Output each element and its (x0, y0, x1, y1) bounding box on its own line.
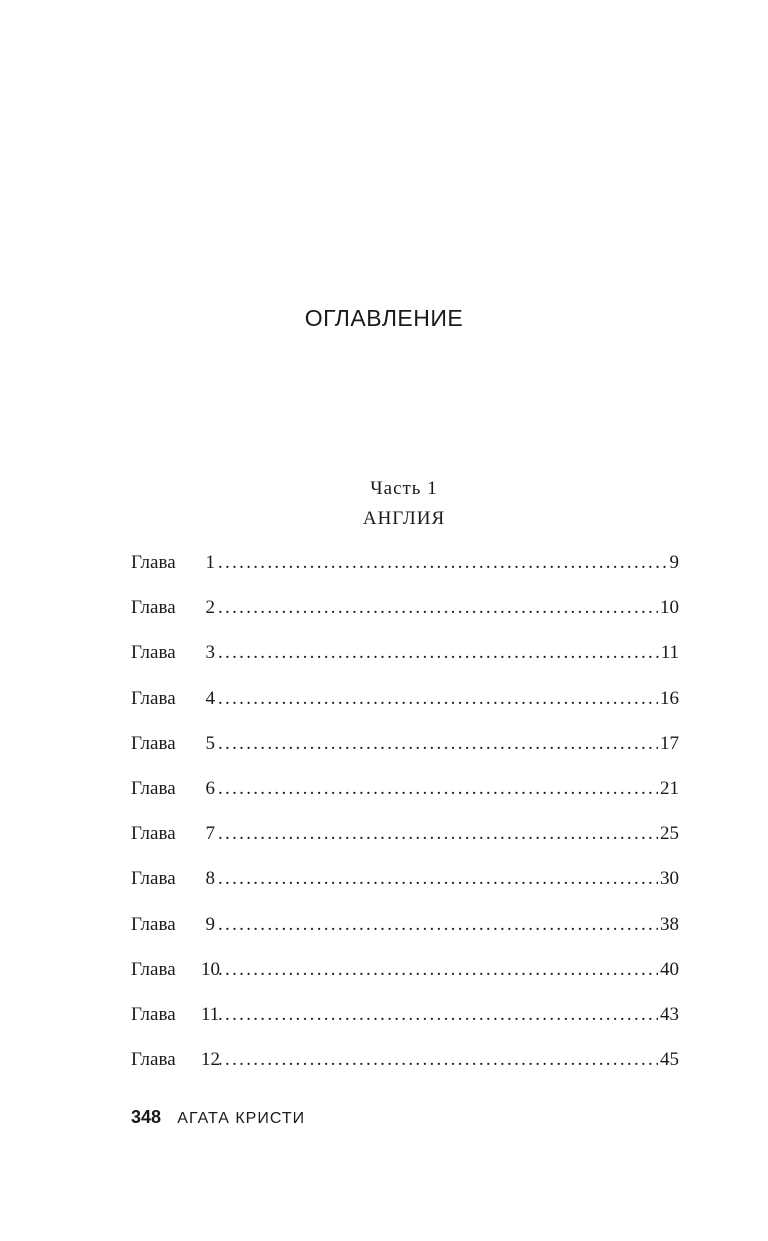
footer-page-number: 348 (131, 1107, 162, 1127)
chapter-word: Глава (131, 1049, 176, 1071)
page-footer (131, 1106, 305, 1130)
dot-leader (218, 1045, 658, 1075)
chapter-page: 38 (660, 913, 679, 935)
chapter-word: Глава (131, 913, 176, 935)
footer-author: АГАТА КРИСТИ (177, 1110, 306, 1127)
chapter-page: 40 (660, 958, 679, 980)
dot-leader (218, 774, 658, 804)
chapter-page: 21 (660, 777, 679, 799)
dot-leader (218, 819, 658, 849)
chapter-word: Глава (131, 958, 176, 980)
chapter-number: 8 (205, 868, 215, 890)
chapter-number: 3 (205, 642, 215, 664)
chapter-number: 12 (201, 1049, 220, 1071)
dot-leader (218, 955, 658, 985)
toc-entry-chapter-5[interactable] (131, 729, 679, 774)
chapter-word: Глава (131, 777, 176, 799)
dot-leader (218, 548, 668, 578)
toc-entry-chapter-10[interactable] (131, 955, 679, 1000)
chapter-word: Глава (131, 732, 176, 754)
dot-leader (218, 638, 659, 668)
toc-entry-chapter-4[interactable] (131, 684, 679, 729)
toc-entry-chapter-12[interactable] (131, 1045, 679, 1090)
chapter-number: 10 (201, 958, 220, 980)
toc-title: ОГЛАВЛЕНИЕ (304, 305, 464, 331)
toc-entry-chapter-3[interactable] (131, 638, 679, 683)
dot-leader (218, 864, 658, 894)
chapter-number: 2 (205, 597, 215, 619)
part-name: АНГЛИЯ (362, 508, 446, 529)
chapter-page: 17 (660, 732, 679, 754)
part-number: Часть 1 (370, 478, 438, 499)
dot-leader (218, 910, 658, 940)
toc-entry-chapter-11[interactable] (131, 1000, 679, 1045)
table-of-contents (131, 548, 679, 1090)
chapter-page: 16 (660, 687, 679, 709)
chapter-number: 7 (205, 823, 215, 845)
toc-entry-chapter-6[interactable] (131, 774, 679, 819)
chapter-number: 5 (205, 732, 215, 754)
chapter-page: 25 (660, 823, 679, 845)
chapter-number: 4 (205, 687, 215, 709)
dot-leader (218, 729, 658, 759)
chapter-word: Глава (131, 642, 176, 664)
dot-leader (218, 593, 658, 623)
chapter-page: 45 (660, 1049, 679, 1071)
toc-entry-chapter-7[interactable] (131, 819, 679, 864)
chapter-page: 11 (660, 642, 679, 664)
chapter-number: 11 (201, 1003, 220, 1025)
chapter-page: 43 (660, 1003, 679, 1025)
dot-leader (218, 1000, 658, 1030)
chapter-word: Глава (131, 687, 176, 709)
chapter-word: Глава (131, 1003, 176, 1025)
chapter-page: 30 (660, 868, 679, 890)
toc-entry-chapter-9[interactable] (131, 910, 679, 955)
chapter-word: Глава (131, 823, 176, 845)
chapter-word: Глава (131, 552, 176, 573)
chapter-page: 9 (669, 552, 679, 573)
toc-entry-chapter-8[interactable] (131, 864, 679, 909)
chapter-number: 6 (205, 777, 215, 799)
chapter-number: 9 (205, 913, 215, 935)
toc-entry-chapter-1[interactable] (131, 548, 679, 593)
chapter-number: 1 (205, 552, 215, 573)
chapter-page: 10 (660, 597, 679, 619)
chapter-word: Глава (131, 597, 176, 619)
dot-leader (218, 684, 658, 714)
toc-entry-chapter-2[interactable] (131, 593, 679, 638)
chapter-word: Глава (131, 868, 176, 890)
